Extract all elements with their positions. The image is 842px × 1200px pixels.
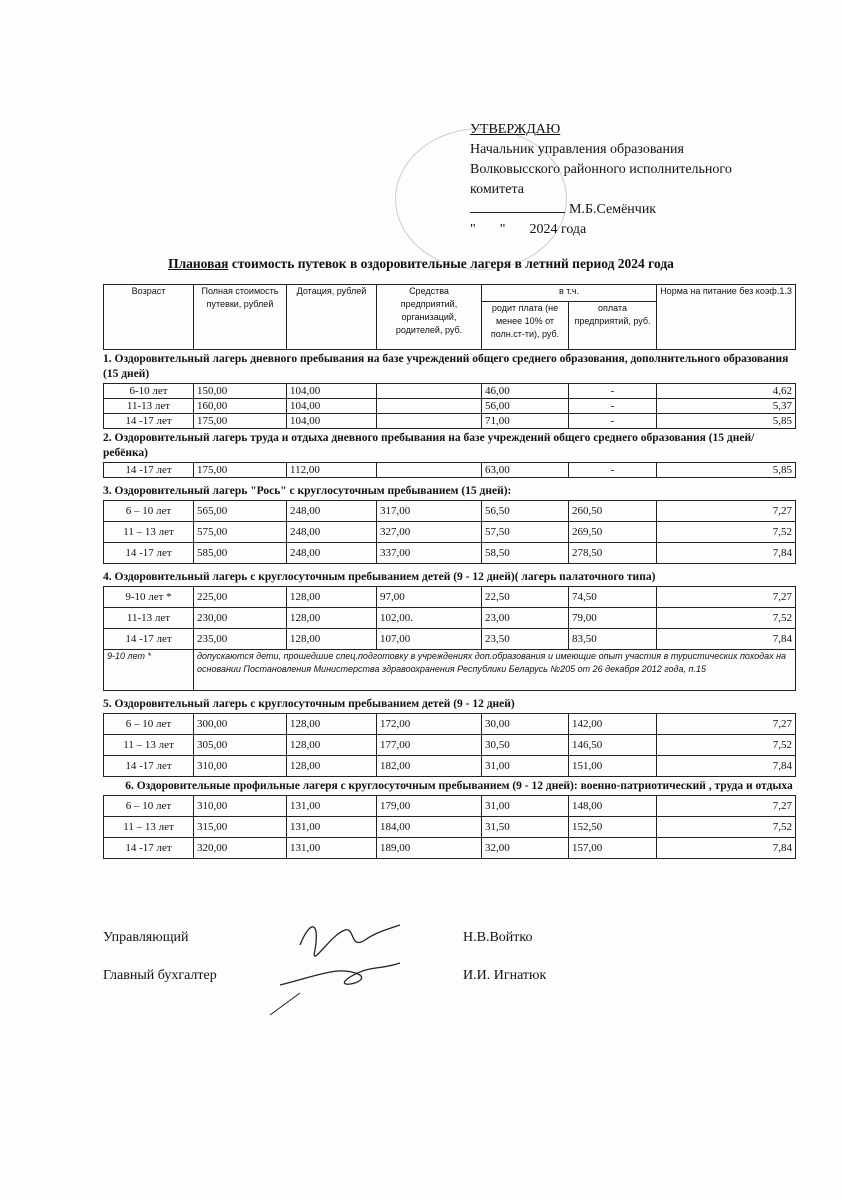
table-row: [104, 629, 796, 650]
header-enterprise-pay: оплата предприятий, руб.: [569, 302, 657, 350]
date-quote-close: ": [499, 222, 506, 237]
value-cell: 32,00: [482, 838, 569, 859]
value-cell: 128,00: [287, 756, 377, 777]
value-cell: 107,00: [377, 629, 482, 650]
value-cell: 128,00: [287, 629, 377, 650]
value-cell: 128,00: [287, 714, 377, 735]
value-cell: 104,00: [287, 414, 377, 429]
approval-signer-row: [470, 200, 732, 220]
value-cell: 128,00: [287, 608, 377, 629]
footer-name-1: Н.В.Войтко: [463, 930, 533, 945]
value-cell: 175,00: [194, 414, 287, 429]
table-row: [104, 817, 796, 838]
note-label: 9-10 лет *: [104, 650, 194, 691]
value-cell: 97,00: [377, 587, 482, 608]
value-cell: 7,52: [657, 608, 796, 629]
value-cell: 71,00: [482, 414, 569, 429]
section-title: 2. Оздоровительный лагерь труда и отдыха дневного пребывания на базе учреждений общего среднего образования (15 дней/ ребёнка): [103, 432, 755, 459]
value-cell: 260,50: [569, 501, 657, 522]
value-cell: 79,00: [569, 608, 657, 629]
value-cell: 310,00: [194, 756, 287, 777]
value-cell: 317,00: [377, 501, 482, 522]
table-row: [104, 796, 796, 817]
value-cell: 7,52: [657, 522, 796, 543]
handwritten-signatures: [260, 915, 430, 1030]
value-cell: 151,00: [569, 756, 657, 777]
value-cell: 30,00: [482, 714, 569, 735]
value-cell: 7,52: [657, 817, 796, 838]
value-cell: -: [569, 414, 657, 429]
value-cell: 305,00: [194, 735, 287, 756]
value-cell: 565,00: [194, 501, 287, 522]
header-full-cost: Полная стоимость путевки, рублей: [194, 285, 287, 350]
value-cell: 56,50: [482, 501, 569, 522]
table-row: [104, 463, 796, 478]
table-row: [104, 838, 796, 859]
value-cell: 5,37: [657, 399, 796, 414]
value-cell: 63,00: [482, 463, 569, 478]
approval-line-1: Начальник управления образования: [470, 142, 684, 157]
age-cell: 9-10 лет *: [104, 587, 194, 608]
value-cell: 5,85: [657, 463, 796, 478]
value-cell: 142,00: [569, 714, 657, 735]
value-cell: 179,00: [377, 796, 482, 817]
value-cell: 7,52: [657, 735, 796, 756]
section-table: [103, 713, 796, 777]
value-cell: 184,00: [377, 817, 482, 838]
header-subsidy: Дотация, рублей: [287, 285, 377, 350]
age-cell: 11 – 13 лет: [104, 522, 194, 543]
value-cell: 152,50: [569, 817, 657, 838]
value-cell: 278,50: [569, 543, 657, 564]
value-cell: 337,00: [377, 543, 482, 564]
section-table: [103, 795, 796, 859]
value-cell: 31,00: [482, 796, 569, 817]
sections-container: [103, 350, 795, 859]
table-row: [104, 587, 796, 608]
section-title: 6. Оздоровительные профильные лагеря с круглосуточным пребыванием (9 - 12 дней): военно-патриотический , труда и отдыха: [125, 780, 793, 792]
approval-year: 2024 года: [529, 222, 587, 237]
footer-row-2: [103, 968, 547, 984]
date-quote-open: ": [470, 222, 476, 237]
age-cell: 11-13 лет: [104, 608, 194, 629]
value-cell: 269,50: [569, 522, 657, 543]
section-title: 3. Оздоровительный лагерь "Рось" с круглосуточным пребыванием (15 дней):: [103, 485, 512, 497]
approval-line-3: комитета: [470, 182, 525, 197]
value-cell: 235,00: [194, 629, 287, 650]
value-cell: 248,00: [287, 501, 377, 522]
value-cell: 23,50: [482, 629, 569, 650]
value-cell: 7,27: [657, 714, 796, 735]
age-cell: 14 -17 лет: [104, 463, 194, 478]
document-title: [0, 256, 842, 272]
age-cell: 6 – 10 лет: [104, 796, 194, 817]
footer-row-1: [103, 930, 533, 946]
age-cell: 6 – 10 лет: [104, 714, 194, 735]
value-cell: 146,50: [569, 735, 657, 756]
header-funds: Средства предприятий, организаций, родителей, руб.: [377, 285, 482, 350]
value-cell: 300,00: [194, 714, 287, 735]
value-cell: 83,50: [569, 629, 657, 650]
value-cell: 31,50: [482, 817, 569, 838]
section-title: 5. Оздоровительный лагерь с круглосуточным пребыванием детей (9 - 12 дней): [103, 698, 515, 710]
value-cell: 225,00: [194, 587, 287, 608]
header-food-norm: Норма на питание без коэф.1.3: [657, 285, 796, 350]
value-cell: 22,50: [482, 587, 569, 608]
age-cell: 11 – 13 лет: [104, 735, 194, 756]
table-row: [104, 522, 796, 543]
value-cell: 230,00: [194, 608, 287, 629]
age-cell: 14 -17 лет: [104, 414, 194, 429]
value-cell: 310,00: [194, 796, 287, 817]
table-row: [104, 735, 796, 756]
approval-heading: УТВЕРЖДАЮ: [470, 122, 561, 137]
table-row: [104, 501, 796, 522]
section-table: [103, 500, 796, 564]
value-cell: 320,00: [194, 838, 287, 859]
table-row: [104, 399, 796, 414]
age-cell: 14 -17 лет: [104, 629, 194, 650]
value-cell: 172,00: [377, 714, 482, 735]
table-row: [104, 543, 796, 564]
value-cell: 112,00: [287, 463, 377, 478]
value-cell: [377, 463, 482, 478]
value-cell: 7,84: [657, 629, 796, 650]
table-row: [104, 384, 796, 399]
age-cell: 14 -17 лет: [104, 756, 194, 777]
value-cell: 7,84: [657, 838, 796, 859]
value-cell: 4,62: [657, 384, 796, 399]
approval-date-row: [470, 220, 732, 240]
header-parent-pay: родит плата (не менее 10% от полн.ст-ти), руб.: [482, 302, 569, 350]
value-cell: 7,27: [657, 501, 796, 522]
value-cell: 128,00: [287, 735, 377, 756]
value-cell: 102,00.: [377, 608, 482, 629]
table-row: [104, 714, 796, 735]
signature-line: [470, 212, 565, 213]
value-cell: 7,84: [657, 543, 796, 564]
value-cell: 585,00: [194, 543, 287, 564]
value-cell: 7,84: [657, 756, 796, 777]
value-cell: 30,50: [482, 735, 569, 756]
title-underlined: Плановая: [168, 256, 229, 271]
value-cell: 104,00: [287, 399, 377, 414]
section-table: [103, 586, 796, 691]
value-cell: [377, 399, 482, 414]
value-cell: 58,50: [482, 543, 569, 564]
age-cell: 14 -17 лет: [104, 543, 194, 564]
table-row: [104, 608, 796, 629]
value-cell: 56,00: [482, 399, 569, 414]
value-cell: -: [569, 399, 657, 414]
value-cell: [377, 414, 482, 429]
header-age: Возраст: [104, 285, 194, 350]
age-cell: 6 – 10 лет: [104, 501, 194, 522]
approval-line-2: Волковысского районного исполнительного: [470, 162, 732, 177]
footer-name-2: И.И. Игнатюк: [463, 968, 547, 983]
age-cell: 11 – 13 лет: [104, 817, 194, 838]
value-cell: 46,00: [482, 384, 569, 399]
value-cell: 23,00: [482, 608, 569, 629]
footer-role-1: Управляющий: [103, 930, 189, 945]
title-rest: стоимость путевок в оздоровительные лагеря в летний период 2024 года: [228, 256, 674, 271]
age-cell: 6-10 лет: [104, 384, 194, 399]
value-cell: 131,00: [287, 838, 377, 859]
value-cell: 575,00: [194, 522, 287, 543]
approval-block: [470, 120, 732, 240]
note-text: допускаются дети, прошедшие спец.подготовку в учреждениях доп.образования и имеющие опыт участия в туристических походах на основании Постановления Министерства здравоохранения Республики Беларусь №205 от 26 декабря 2012 года, п.15: [194, 650, 796, 691]
value-cell: 5,85: [657, 414, 796, 429]
table-row: [104, 756, 796, 777]
value-cell: -: [569, 384, 657, 399]
age-cell: 11-13 лет: [104, 399, 194, 414]
value-cell: 128,00: [287, 587, 377, 608]
value-cell: 7,27: [657, 796, 796, 817]
section-title: 4. Оздоровительный лагерь с круглосуточным пребыванием детей (9 - 12 дней)( лагерь палаточного типа): [103, 571, 656, 583]
value-cell: 177,00: [377, 735, 482, 756]
value-cell: 327,00: [377, 522, 482, 543]
value-cell: 74,50: [569, 587, 657, 608]
header-table: [103, 284, 796, 350]
section-table: [103, 383, 796, 429]
section-table: [103, 462, 796, 478]
value-cell: 248,00: [287, 522, 377, 543]
value-cell: [377, 384, 482, 399]
value-cell: 148,00: [569, 796, 657, 817]
value-cell: 150,00: [194, 384, 287, 399]
value-cell: 31,00: [482, 756, 569, 777]
value-cell: 175,00: [194, 463, 287, 478]
footer-role-2: Главный бухгалтер: [103, 968, 217, 983]
value-cell: 57,50: [482, 522, 569, 543]
approval-signer: М.Б.Семёнчик: [569, 202, 657, 217]
pricing-document: [103, 284, 795, 859]
note-row: [104, 650, 796, 691]
value-cell: -: [569, 463, 657, 478]
value-cell: 160,00: [194, 399, 287, 414]
value-cell: 104,00: [287, 384, 377, 399]
value-cell: 189,00: [377, 838, 482, 859]
header-including: в т.ч.: [482, 285, 657, 302]
value-cell: 248,00: [287, 543, 377, 564]
value-cell: 315,00: [194, 817, 287, 838]
age-cell: 14 -17 лет: [104, 838, 194, 859]
value-cell: 131,00: [287, 817, 377, 838]
value-cell: 182,00: [377, 756, 482, 777]
value-cell: 157,00: [569, 838, 657, 859]
value-cell: 131,00: [287, 796, 377, 817]
section-title: 1. Оздоровительный лагерь дневного пребывания на базе учреждений общего среднего образования, дополнительного образования (15 дней): [103, 353, 789, 380]
value-cell: 7,27: [657, 587, 796, 608]
table-row: [104, 414, 796, 429]
